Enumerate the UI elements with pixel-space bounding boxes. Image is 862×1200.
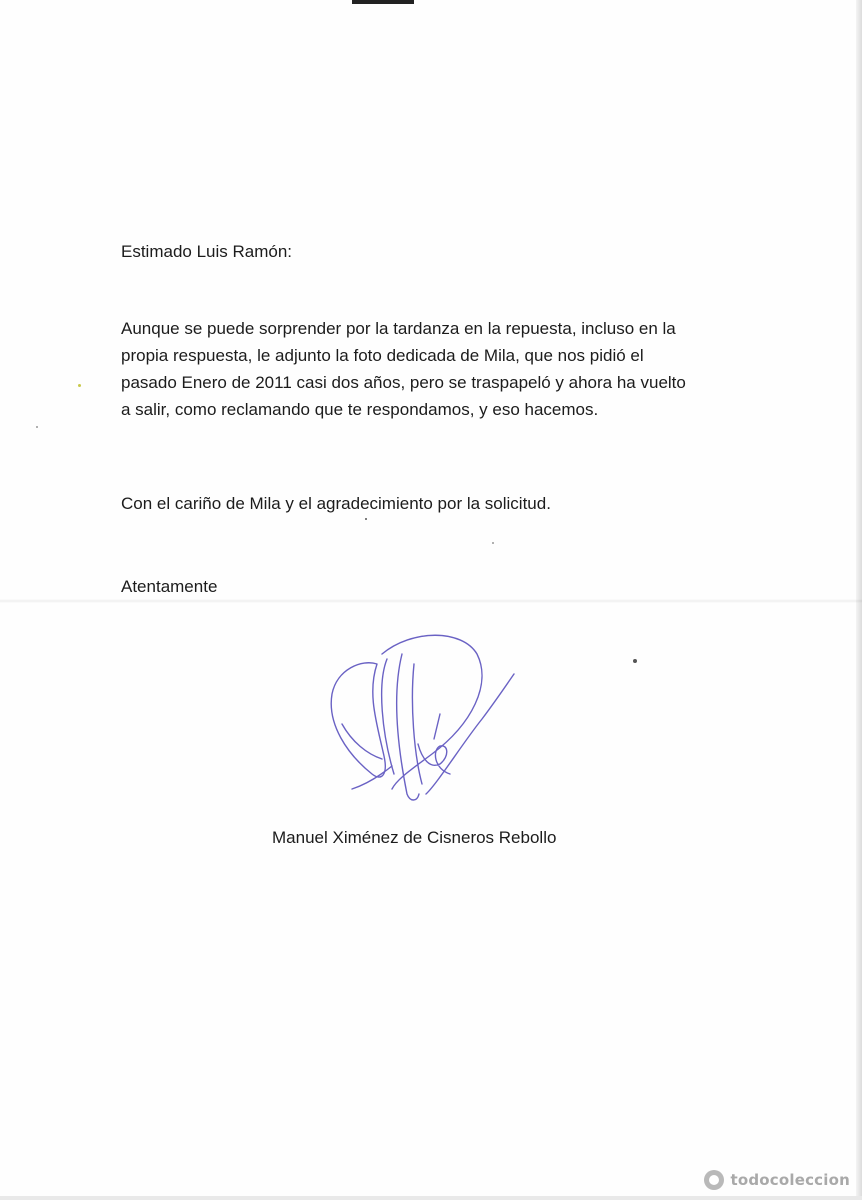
body-line: a salir, como reclamando que te respondamos, y eso hacemos. — [121, 400, 599, 419]
watermark-text: todocoleccion — [730, 1171, 850, 1189]
paper-speck — [78, 384, 81, 387]
body-line: pasado Enero de 2011 casi dos años, pero se traspapeló y ahora ha vuelto — [121, 373, 686, 392]
watermark — [704, 1170, 850, 1190]
signer-name: Manuel Ximénez de Cisneros Rebollo — [272, 828, 557, 847]
paper-speck — [492, 542, 494, 544]
body-line: Aunque se puede sorprender por la tardanza en la repuesta, incluso en la — [121, 319, 676, 338]
paper-speck — [36, 426, 38, 428]
paper-speck — [633, 659, 637, 663]
scan-edge-bottom — [0, 1196, 862, 1200]
scan-mark — [352, 0, 414, 4]
closing-line: Con el cariño de Mila y el agradecimiento por la solicitud. — [121, 494, 551, 513]
watermark-logo-icon — [704, 1170, 724, 1190]
handwritten-signature — [322, 624, 522, 814]
valediction: Atentamente — [121, 577, 218, 596]
paper-speck — [365, 518, 367, 520]
body-line: propia respuesta, le adjunto la foto dedicada de Mila, que nos pidió el — [121, 346, 644, 365]
greeting: Estimado Luis Ramón: — [121, 242, 293, 261]
